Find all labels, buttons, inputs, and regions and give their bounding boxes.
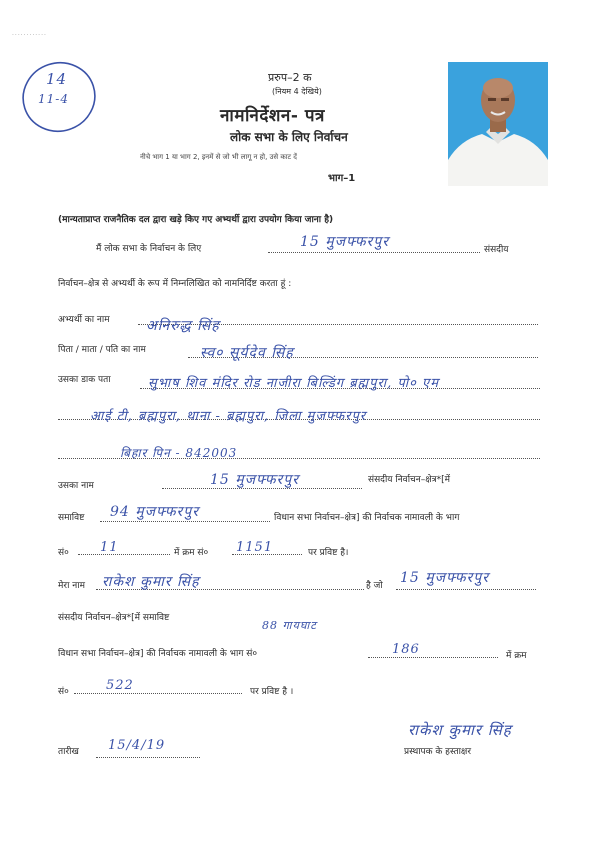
candidate-part-no-field[interactable]: 11 bbox=[100, 540, 119, 555]
proposer-serial-no-field[interactable]: 522 bbox=[106, 678, 134, 693]
line2-text: निर्वाचन–क्षेत्र से अभ्यर्थी के रूप में निम्नलिखित को नामनिर्दिष्ट करता हूं : bbox=[58, 279, 292, 289]
proposer-part-dots bbox=[368, 657, 498, 658]
constituency-field[interactable]: 15 मुजफ्फरपुर bbox=[300, 234, 389, 250]
line11-middle: है जो bbox=[366, 581, 383, 591]
page-subtitle: लोक सभा के लिए निर्वाचन bbox=[230, 130, 348, 144]
line13-text: विधान सभा निर्वाचन–क्षेत्र] की निर्वाचक नामावली के भाग सं० bbox=[58, 649, 258, 659]
address-label: उसका डाक पता bbox=[58, 375, 111, 385]
address-field-line1[interactable]: सुभाष शिव मंदिर रोड नाजीरा बिल्डिंग ब्रह्मपुरा, पो० एम bbox=[148, 376, 440, 391]
proposer-constituency-dots bbox=[396, 589, 536, 590]
candidate-photo bbox=[448, 62, 548, 186]
line14-suffix: पर प्रविष्ट है । bbox=[250, 687, 294, 697]
line9-prefix: समाविष्ट bbox=[58, 513, 85, 523]
instruction-text: (मान्यताप्राप्त राजनैतिक दल द्वारा खड़े किए गए अभ्यर्थी द्वारा उपयोग किया जाना है) bbox=[58, 215, 334, 225]
line9-suffix: विधान सभा निर्वाचन–क्षेत्र] की निर्वाचक नामावली के भाग bbox=[274, 513, 460, 523]
line1-suffix: संसदीय bbox=[484, 245, 509, 255]
proposer-name-label: मेरा नाम bbox=[58, 581, 85, 591]
date-label: तारीख bbox=[58, 747, 79, 757]
proposer-assembly-field[interactable]: 88 गायघाट bbox=[262, 619, 317, 632]
parent-name-label: पिता / माता / पति का नाम bbox=[58, 345, 146, 355]
line1-prefix: मैं लोक सभा के निर्वाचन के लिए bbox=[96, 244, 202, 254]
line1-dots bbox=[268, 252, 480, 253]
line13-suffix: में क्रम bbox=[506, 651, 527, 661]
candidate-assembly-field[interactable]: 94 मुजफ्फरपुर bbox=[110, 504, 199, 520]
proposer-signature[interactable]: राकेश कुमार सिंह bbox=[408, 721, 512, 739]
signature-label: प्रस्थापक के हस्ताक्षर bbox=[404, 747, 472, 757]
rule-reference: (नियम 4 देखिये) bbox=[272, 87, 322, 96]
line10-suffix: पर प्रविष्ट है। bbox=[308, 548, 349, 558]
candidate-serial-no-field[interactable]: 1151 bbox=[236, 540, 274, 555]
corner-mark: ............ bbox=[12, 30, 47, 37]
line10-prefix: सं० bbox=[58, 548, 69, 558]
line14-prefix: सं० bbox=[58, 687, 69, 697]
candidate-constituency-field[interactable]: 15 मुजफ्फरपुर bbox=[210, 472, 299, 488]
line9-dots bbox=[100, 521, 270, 522]
proposer-serial-dots bbox=[74, 693, 242, 694]
proposer-constituency-field[interactable]: 15 मुजफ्फरपुर bbox=[400, 570, 489, 586]
line10-dots-part bbox=[78, 554, 170, 555]
stamp-number: 14 bbox=[46, 70, 68, 88]
parent-name-field[interactable]: स्व० सूर्यदेव सिंह bbox=[200, 345, 294, 361]
strike-note: नीचे भाग 1 या भाग 2, इनमें से जो भी लागू न हो, उसे काट दें bbox=[140, 153, 297, 161]
part-heading: भाग–1 bbox=[328, 173, 356, 184]
line12-text: संसदीय निर्वाचन–क्षेत्र*[में समाविष्ट bbox=[58, 613, 170, 623]
candidate-name-field[interactable]: अनिरुद्ध सिंह bbox=[146, 318, 220, 334]
line8-prefix: उसका नाम bbox=[58, 481, 94, 491]
form-number: प्ररुप–2 क bbox=[268, 71, 312, 84]
page-title: नामनिर्देशन- पत्र bbox=[220, 106, 325, 126]
proposer-part-no-field[interactable]: 186 bbox=[392, 642, 420, 657]
line10-middle: में क्रम सं० bbox=[174, 548, 209, 558]
candidate-name-label: अभ्यर्थी का नाम bbox=[58, 315, 110, 325]
stamp-date: 11-4 bbox=[38, 92, 69, 106]
proposer-name-field[interactable]: राकेश कुमार सिंह bbox=[102, 574, 200, 590]
line8-suffix: संसदीय निर्वाचन–क्षेत्र*[में bbox=[368, 475, 451, 485]
address-field-line2[interactable]: आई टी, ब्रह्मपुरा, थाना - ब्रह्मपुरा, जिला मुजफ्फरपुर bbox=[90, 409, 367, 424]
date-dots bbox=[96, 757, 200, 758]
date-field[interactable]: 15/4/19 bbox=[108, 738, 166, 753]
address-field-line3[interactable]: बिहार पिन - 842003 bbox=[120, 446, 238, 460]
